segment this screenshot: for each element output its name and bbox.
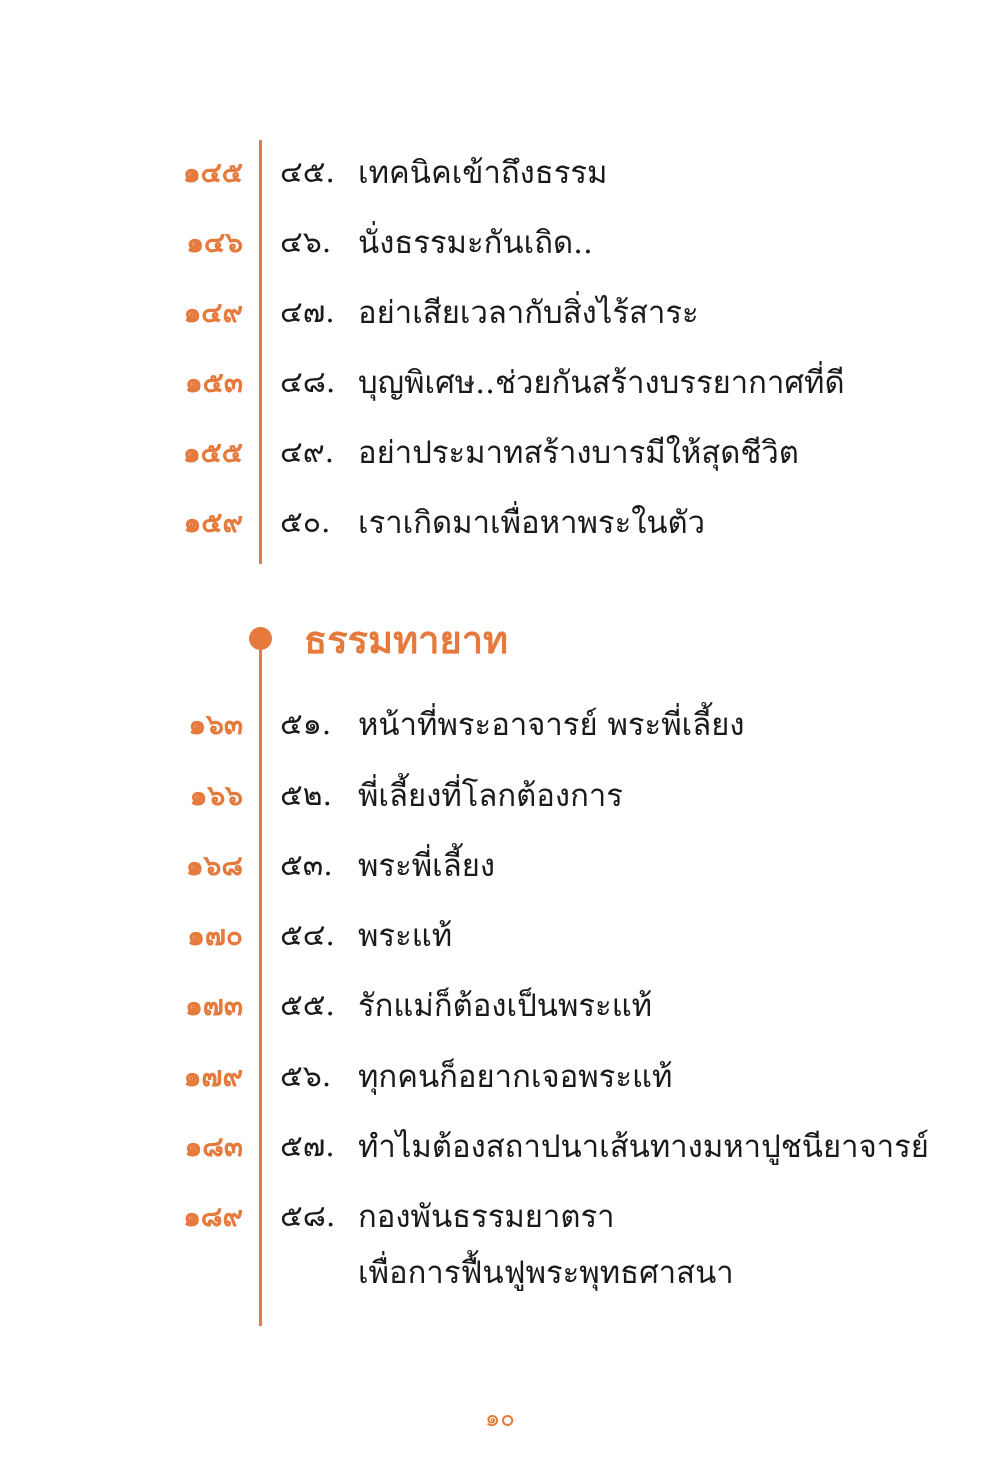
page-number: ๑๔๖: [186, 226, 243, 259]
item-title: พระแท้: [358, 918, 453, 954]
page-number: ๑๖๓: [188, 708, 243, 741]
item-title: ทำไมต้องสถาปนาเส้นทางมหาปูชนียาจารย์: [358, 1129, 929, 1165]
page-number: ๑๗๓: [185, 989, 243, 1022]
item-number: ๕๑.: [280, 707, 332, 742]
item-title: พี่เลี้ยงที่โลกต้องการ: [358, 778, 623, 814]
item-number: ๕๗.: [280, 1129, 335, 1164]
page-number: ๑๗๐: [187, 919, 243, 952]
section-title: ธรรมทายาท: [304, 617, 509, 662]
item-number: ๕๓.: [280, 848, 333, 883]
toc-entry[interactable]: [0, 838, 1000, 894]
item-number: ๕๕.: [280, 988, 335, 1023]
page-number: ๑๖๖: [189, 779, 243, 812]
item-title: อย่าประมาทสร้างบารมีให้สุดชีวิต: [358, 435, 799, 471]
toc-entry[interactable]: [0, 768, 1000, 824]
item-title-line2: เพื่อการฟื้นฟูพระพุทธศาสนา: [358, 1255, 734, 1291]
page-number: ๑๔๙: [183, 296, 243, 329]
toc-entry[interactable]: [0, 1189, 1000, 1301]
page-number: ๑๔๕: [182, 156, 243, 189]
page-number: ๑๖๘: [185, 849, 243, 882]
item-number: ๔๖.: [280, 225, 332, 260]
section-bullet: [249, 627, 272, 650]
item-title: อย่าเสียเวลากับสิ่งไร้สาระ: [358, 295, 699, 331]
toc-entry[interactable]: [0, 145, 1000, 201]
toc-entry[interactable]: [0, 215, 1000, 271]
toc-entry[interactable]: [0, 1049, 1000, 1105]
page-number: ๑๗๙: [183, 1060, 243, 1093]
item-title: กองพันธรรมยาตรา: [358, 1199, 615, 1235]
page-number: ๑๕๓: [184, 366, 243, 399]
item-number: ๔๗.: [280, 295, 335, 330]
toc-entry[interactable]: [0, 1119, 1000, 1175]
item-number: ๔๕.: [280, 155, 335, 190]
item-number: ๕๐.: [280, 505, 331, 540]
toc-entry[interactable]: [0, 495, 1000, 551]
item-number: ๔๘.: [280, 365, 336, 400]
item-number: ๕๒.: [280, 778, 333, 813]
toc-entry[interactable]: [0, 285, 1000, 341]
item-number: ๕๔.: [280, 918, 335, 953]
item-title: เราเกิดมาเพื่อหาพระในตัว: [358, 505, 706, 541]
item-title: บุญพิเศษ..ช่วยกันสร้างบรรยากาศที่ดี: [358, 365, 845, 401]
toc-entry[interactable]: [0, 425, 1000, 481]
item-title: นั่งธรรมะกันเถิด..: [358, 225, 593, 261]
toc-entry[interactable]: [0, 978, 1000, 1034]
page-number: ๑๘๓: [184, 1130, 243, 1163]
item-title: ทุกคนก็อยากเจอพระแท้: [358, 1059, 673, 1095]
item-number: ๕๖.: [280, 1059, 332, 1094]
item-number: ๕๘.: [280, 1199, 336, 1234]
item-title: หน้าที่พระอาจารย์ พระพี่เลี้ยง: [358, 707, 745, 743]
page-number: ๑๕๙: [183, 506, 243, 539]
footer-page-number: ๑๐: [485, 1404, 515, 1432]
item-title: พระพี่เลี้ยง: [358, 848, 496, 884]
item-title: เทคนิคเข้าถึงธรรม: [358, 155, 608, 191]
item-number: ๔๙.: [280, 435, 335, 470]
item-title: รักแม่ก็ต้องเป็นพระแท้: [358, 988, 653, 1024]
toc-entry[interactable]: [0, 908, 1000, 964]
toc-entry[interactable]: [0, 355, 1000, 411]
page-number: ๑๕๕: [182, 436, 243, 469]
toc-entry[interactable]: [0, 697, 1000, 753]
page-number: ๑๘๙: [183, 1200, 243, 1233]
